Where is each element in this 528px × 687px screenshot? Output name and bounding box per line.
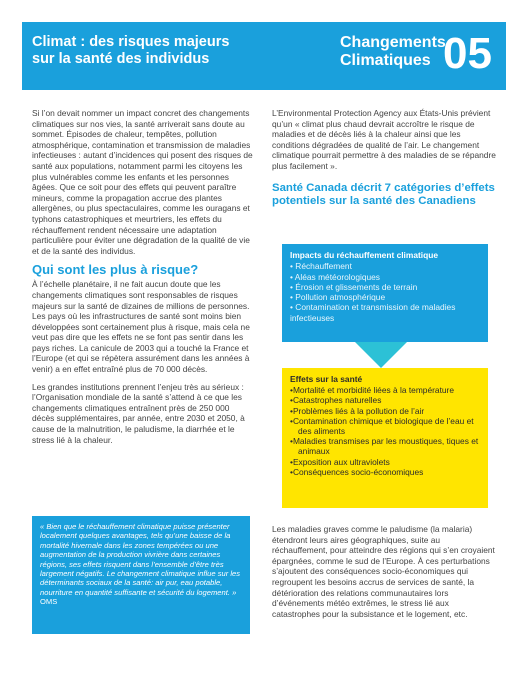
right-column [272,108,498,219]
impact-item: • Aléas météorologiques [290,272,480,282]
risk-paragraph-1: À l’échelle planétaire, il ne fait aucun doute que les changements climatiques sont responsables de risques majeurs sur la santé de dizaines de millions de personnes. Les pays où les infrastructures de santé sont moins bien développées sont certainement plus à risque, mais cela ne veut pas dire que les effets ne se font pas sentir dans les pays riches. La canicule de 2003 qui a touché la France et l’Europe (et qui se répètera assurément dans les années à venir) a en effet entraîné plus de 70 000 décès. [32,279,250,375]
impact-item: • Érosion et glissements de terrain [290,282,480,292]
effects-title: Effets sur la santé [290,374,363,384]
effect-item: • Contamination chimique et biologique de l’eau et des aliments [290,416,480,436]
impact-item: • Pollution atmosphérique [290,292,480,302]
effect-item: • Problèmes liés à la pollution de l’air [290,406,480,416]
health-canada-heading: Santé Canada décrit 7 catégories d’effets potentiels sur la santé des Canadiens [272,181,495,208]
impacts-title: Impacts du réchauffement climatique [290,250,438,260]
effects-list [290,385,480,477]
effect-item: • Exposition aux ultraviolets [290,457,480,467]
quote-source: OMS [40,597,58,607]
effect-item: • Catastrophes naturelles [290,395,480,405]
section-title: Changements Climatiques [340,34,446,69]
risk-heading: Qui sont les plus à risque? [32,262,199,278]
page-title: Climat : des risques majeurs sur la santé des individus [32,34,230,67]
quote-box [32,516,250,634]
quote-text: « Bien que le réchauffement climatique puisse présenter localement quelques avantages, tels qu’une baisse de la mortalité hivernale dans les zones tempérées ou une augmentation de la production vivrière dans certaines régions, ses effets risquent dans l’ensemble d’être très largement négatifs. Le changement climatique influe sur les déterminants sociaux de la santé: air pur, eau potable, nourriture en quantité suffisante et sécurité du logement. » [40,522,241,597]
intro-paragraph: Si l’on devait nommer un impact concret des changements climatiques sur nos vies, la santé arriverait sans doute au sommet. Épisodes de chaleur, tempêtes, pollution atmosphérique, contamination et transmission de maladies infectieuses : autant d’incidences qui posent des risques de santé aux populations, notamment parmi les citoyens les plus vulnérables comme les enfants et les personnes âgées. Que ce soit pour des effets qui peuvent paraître mineurs, comme la propagation accrue des plantes allergènes, ou plus spectaculaires, comme les ouragans et typhons catastrophiques et meurtriers, les effets du réchauffement rendent nécessaire une adaptation particulière pour éviter une dégradation de la qualité de vie et de la santé des individus. [32,108,253,256]
left-column [32,108,254,452]
effect-item: • Conséquences socio-économiques [290,467,480,477]
impact-item: • Réchauffement [290,261,480,271]
closing-paragraph: Les maladies graves comme le paludisme (la malaria) étendront leurs aires géographiques, suite au réchauffement, pour atteindre des régions qui s’en croyaient épargnées, comme le sud de l’Europe. À ces perturbations s’ajoutent des conséquences socio-économiques qui regroupent les besoins accrus de services de santé, la détérioration des relations communautaires lors d’événements météo extrêmes, le stress lié aux catastrophes pour la subsistance et le logement, etc. [272,524,495,619]
impacts-box [282,244,488,342]
impacts-list [290,261,480,323]
impact-item: • Contamination et transmission de maladies infectieuses [290,302,480,323]
effect-item: • Maladies transmises par les moustiques, tiques et animaux [290,436,480,456]
arrow-down-icon [355,342,407,368]
risk-paragraph-2: Les grandes institutions prennent l’enjeu très au sérieux : l’Organisation mondiale de la santé s’attend à ce que les changements climatiques entraînent près de 250 000 décès supplémentaires, par année, entre 2030 et 2050, à cause de la malnutrition, le paludisme, la diarrhée et le stress lié à la chaleur. [32,381,245,445]
effects-box [282,368,488,508]
section-number: 05 [443,29,492,78]
epa-paragraph: L’Environmental Protection Agency aux États-Unis prévient qu’un « climat plus chaud devrait accroître le risque de maladies et de décès liés à la chaleur ainsi que les conditions dégradées de qualité de l’air. Le changement climatique pourrait permettre à des maladies de se répandre plus facilement ». [272,108,496,171]
page-header [22,22,506,90]
effect-item: • Mortalité et morbidité liées à la température [290,385,480,395]
